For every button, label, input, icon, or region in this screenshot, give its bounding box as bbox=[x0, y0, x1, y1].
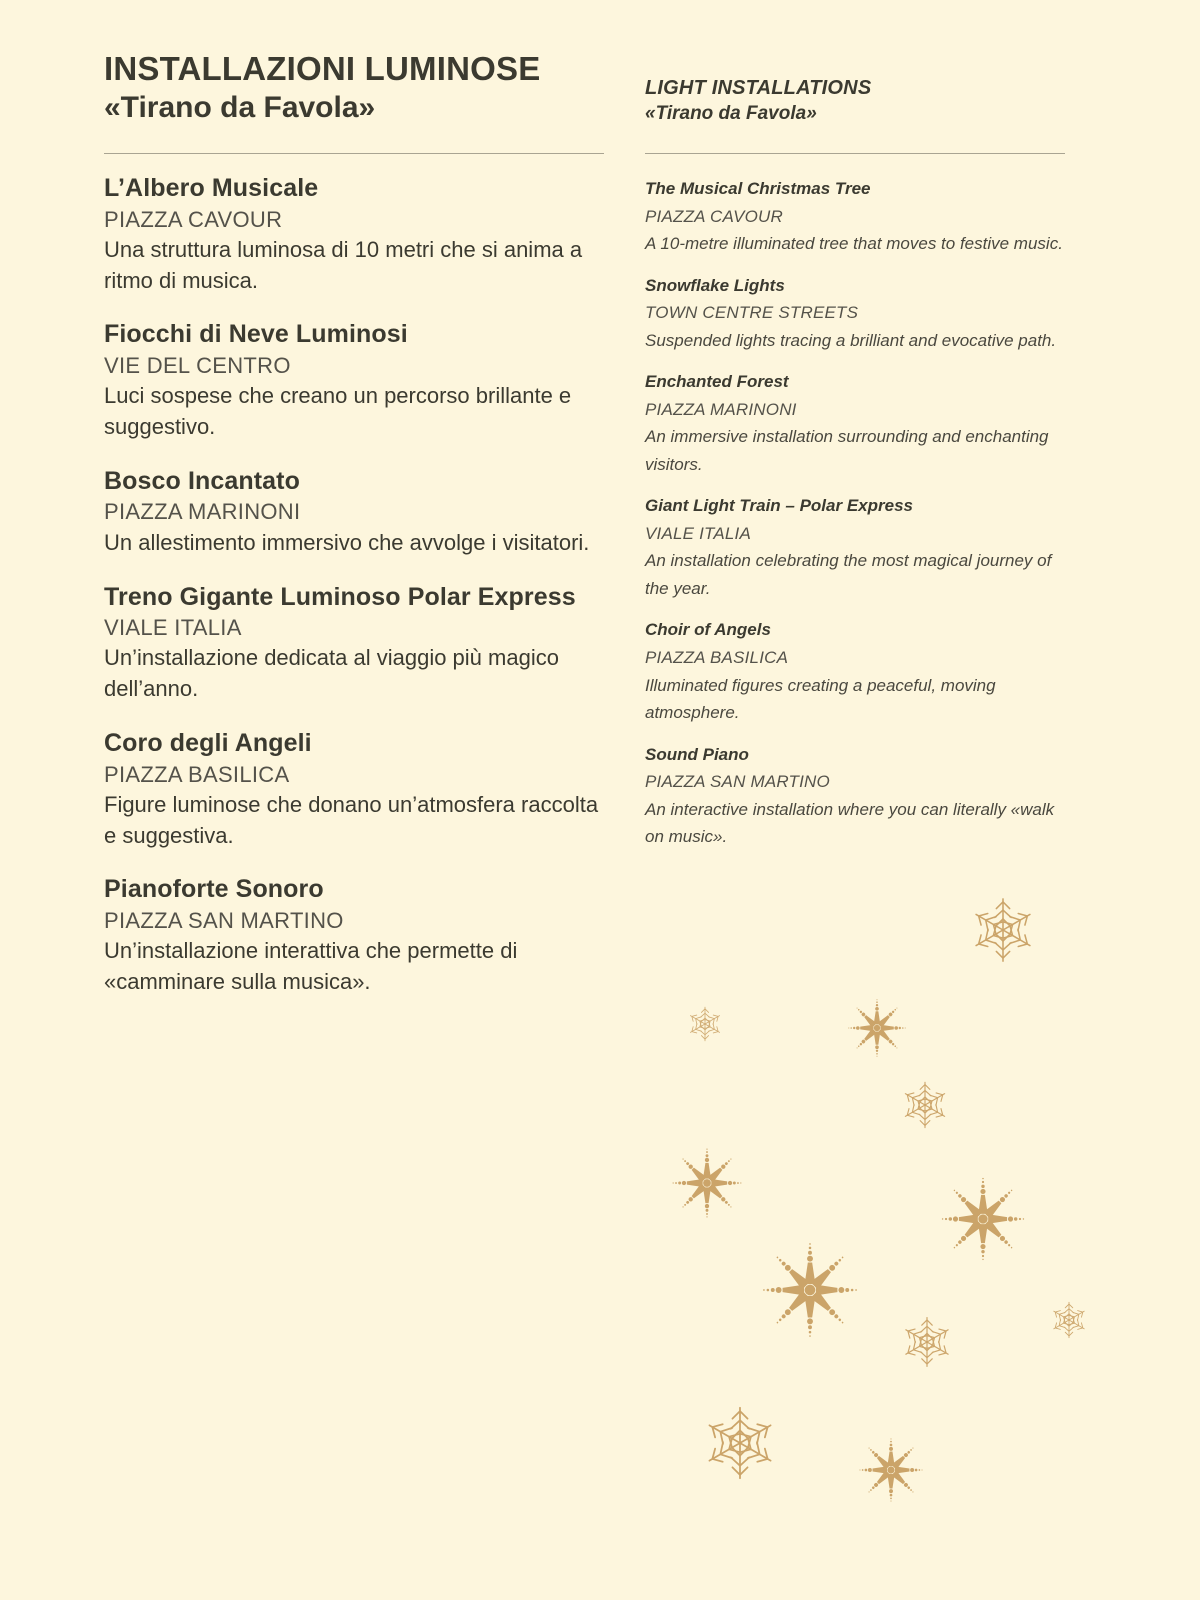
installation-en-title: Choir of Angels bbox=[645, 620, 771, 640]
installation-it-item bbox=[104, 581, 604, 705]
installation-en-location: PIAZZA SAN MARTINO bbox=[645, 772, 830, 792]
installation-en-location: PIAZZA MARINONI bbox=[645, 399, 797, 419]
installation-en-item bbox=[645, 272, 1070, 355]
installation-it-title: Coro degli Angeli bbox=[104, 729, 312, 758]
installation-it-description: Una struttura luminosa di 10 metri che si anima a ritmo di musica. bbox=[104, 236, 583, 293]
installation-it-location: PIAZZA BASILICA bbox=[104, 761, 290, 787]
installation-en-location: PIAZZA CAVOUR bbox=[645, 206, 783, 226]
installation-en-description: An immersive installation surrounding and enchanting visitors. bbox=[645, 427, 1049, 474]
header-english bbox=[645, 76, 1075, 126]
divider-left bbox=[104, 153, 604, 154]
snowflake-star-1-icon bbox=[847, 998, 907, 1058]
installation-it-title: Fiocchi di Neve Luminosi bbox=[104, 320, 408, 349]
installation-en-title: Giant Light Train – Polar Express bbox=[645, 496, 913, 516]
installation-en-description: An installation celebrating the most magical journey of the year. bbox=[645, 551, 1052, 598]
snowflake-star-5-icon bbox=[858, 1437, 924, 1503]
snowflake-crystal-3-icon bbox=[898, 1078, 952, 1132]
installation-it-description: Luci sospese che creano un percorso brillante e suggestivo. bbox=[104, 383, 572, 440]
installation-it-location: PIAZZA CAVOUR bbox=[104, 206, 283, 232]
header-italian-line1: INSTALLAZIONI LUMINOSE bbox=[104, 50, 541, 87]
installation-it-description: Figure luminose che donano un’atmosfera raccolta e suggestiva. bbox=[104, 791, 599, 848]
header-italian bbox=[104, 50, 624, 126]
installation-it-description: Un’installazione dedicata al viaggio più magico dell’anno. bbox=[104, 645, 559, 702]
installation-it-title: Bosco Incantato bbox=[104, 466, 300, 495]
installation-list-english bbox=[645, 175, 1070, 851]
snowflake-crystal-5-icon bbox=[898, 1313, 956, 1371]
snowflake-crystal-2-icon bbox=[685, 1004, 725, 1044]
installation-en-item bbox=[645, 492, 1070, 602]
installation-en-location: PIAZZA BASILICA bbox=[645, 647, 789, 667]
snowflake-crystal-6-icon bbox=[698, 1401, 782, 1485]
installation-list-italian bbox=[104, 172, 604, 998]
snowflake-crystal-1-icon bbox=[966, 893, 1040, 967]
snowflake-star-3-icon bbox=[940, 1176, 1026, 1262]
header-english-line1: LIGHT INSTALLATIONS bbox=[645, 77, 872, 99]
divider-right bbox=[645, 153, 1065, 154]
installation-en-description: Suspended lights tracing a brilliant and evocative path. bbox=[645, 330, 1057, 350]
header-english-line2: «Tirano da Favola» bbox=[645, 103, 817, 124]
installation-en-title: The Musical Christmas Tree bbox=[645, 179, 871, 198]
installation-it-item bbox=[104, 318, 604, 442]
installation-en-title: Snowflake Lights bbox=[645, 275, 785, 295]
header-italian-line2: «Tirano da Favola» bbox=[104, 91, 376, 125]
installation-en-title: Enchanted Forest bbox=[645, 372, 789, 392]
installation-it-title: L’Albero Musicale bbox=[104, 174, 319, 202]
installation-en-description: Illuminated figures creating a peaceful, moving atmosphere. bbox=[645, 675, 996, 723]
installation-en-item bbox=[645, 741, 1070, 851]
installation-it-location: PIAZZA SAN MARTINO bbox=[104, 907, 344, 933]
snowflake-star-4-icon bbox=[761, 1241, 859, 1339]
installation-it-item bbox=[104, 465, 604, 559]
installation-it-item bbox=[104, 873, 604, 997]
installation-it-location: VIE DEL CENTRO bbox=[104, 352, 291, 378]
installation-en-description: An interactive installation where you can literally «walk on music». bbox=[645, 799, 1055, 847]
installation-it-title: Pianoforte Sonoro bbox=[104, 875, 324, 904]
installation-it-title: Treno Gigante Luminoso Polar Express bbox=[104, 582, 576, 611]
installation-it-item bbox=[104, 172, 604, 296]
installation-en-title: Sound Piano bbox=[645, 744, 749, 764]
installation-it-item bbox=[104, 727, 604, 851]
installation-en-item bbox=[645, 175, 1070, 258]
snowflake-star-2-icon bbox=[671, 1147, 743, 1219]
installation-en-location: VIALE ITALIA bbox=[645, 523, 752, 543]
installation-en-item bbox=[645, 368, 1070, 478]
installation-it-location: PIAZZA MARINONI bbox=[104, 499, 301, 525]
installation-it-description: Un’installazione interattiva che permette di «camminare sulla musica». bbox=[104, 938, 518, 995]
installation-it-location: VIALE ITALIA bbox=[104, 615, 242, 641]
installation-en-location: TOWN CENTRE STREETS bbox=[645, 303, 859, 323]
installation-en-item bbox=[645, 616, 1070, 726]
snowflake-crystal-4-icon bbox=[1048, 1299, 1090, 1341]
installation-en-description: A 10-metre illuminated tree that moves to festive music. bbox=[645, 234, 1063, 254]
installation-it-description: Un allestimento immersivo che avvolge i visitatori. bbox=[104, 529, 590, 555]
